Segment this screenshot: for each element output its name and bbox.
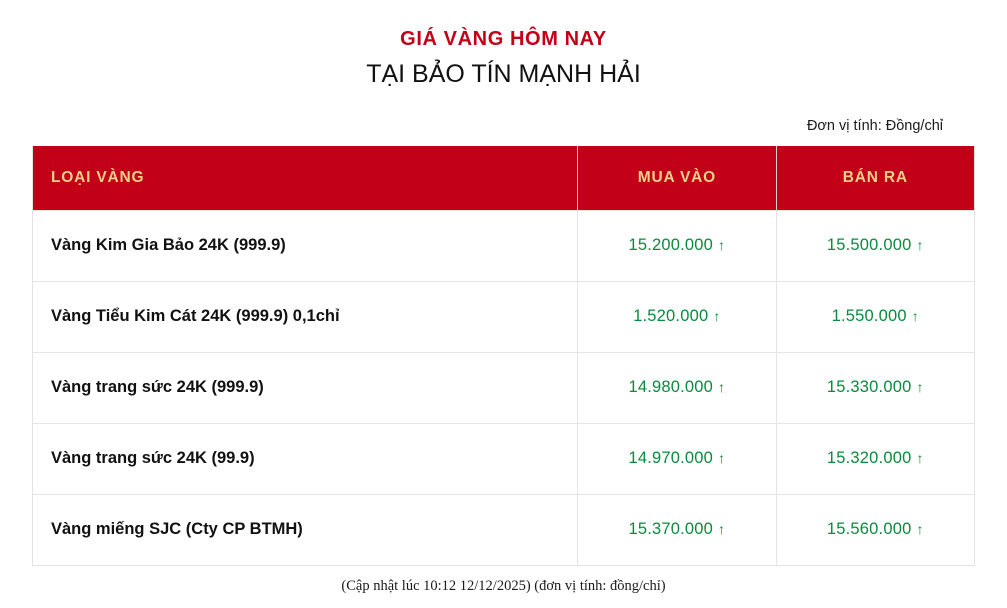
buy-price-cell — [578, 494, 776, 565]
trend-up-icon: ↑ — [916, 237, 924, 254]
table-row — [33, 423, 974, 494]
buy-price-value: 1.520.000 — [633, 307, 709, 326]
trend-up-icon: ↑ — [718, 237, 726, 254]
buy-price-value: 15.370.000 — [628, 520, 714, 539]
buy-price-cell — [578, 281, 776, 352]
page-title: GIÁ VÀNG HÔM NAY — [400, 28, 607, 50]
sell-price-value: 1.550.000 — [831, 307, 907, 326]
table-header-row — [33, 146, 974, 211]
buy-price-value: 14.970.000 — [628, 449, 714, 468]
trend-up-icon: ↑ — [718, 450, 726, 467]
sell-price-value: 15.330.000 — [826, 378, 912, 397]
gold-type-name: Vàng trang sức 24K (99.9) — [33, 423, 578, 494]
trend-up-icon: ↑ — [911, 308, 919, 325]
sell-price-cell — [776, 494, 974, 565]
sell-price-value: 15.560.000 — [826, 520, 912, 539]
table-row — [33, 494, 974, 565]
table-row — [33, 210, 974, 281]
sell-price-value: 15.500.000 — [826, 236, 912, 255]
buy-price-value: 15.200.000 — [628, 236, 714, 255]
price-table — [33, 146, 974, 565]
buy-price-cell — [578, 423, 776, 494]
buy-price-cell — [578, 352, 776, 423]
trend-up-icon: ↑ — [718, 521, 726, 538]
sell-price-cell — [776, 352, 974, 423]
buy-price-value: 14.980.000 — [628, 378, 714, 397]
gold-type-name: Vàng Tiểu Kim Cát 24K (999.9) 0,1chỉ — [33, 281, 578, 352]
update-timestamp-note: (Cập nhật lúc 10:12 12/12/2025) (đơn vị tính: đồng/chỉ) — [341, 577, 666, 594]
gold-type-name: Vàng miếng SJC (Cty CP BTMH) — [33, 494, 578, 565]
page-header — [0, 0, 1007, 92]
trend-up-icon: ↑ — [713, 308, 721, 325]
trend-up-icon: ↑ — [916, 450, 924, 467]
sell-price-cell — [776, 281, 974, 352]
unit-note: Đơn vị tính: Đồng/chỉ — [806, 117, 943, 134]
buy-price-cell — [578, 210, 776, 281]
table-header — [33, 146, 974, 211]
page-subtitle: TẠI BẢO TÍN MẠNH HẢI — [366, 60, 641, 88]
column-header-sell: BÁN RA — [776, 146, 974, 211]
column-header-name: LOẠI VÀNG — [33, 146, 578, 211]
trend-up-icon: ↑ — [718, 379, 726, 396]
table-row — [33, 281, 974, 352]
sell-price-value: 15.320.000 — [826, 449, 912, 468]
gold-type-name: Vàng trang sức 24K (999.9) — [33, 352, 578, 423]
table-body — [33, 210, 974, 565]
sell-price-cell — [776, 423, 974, 494]
trend-up-icon: ↑ — [916, 379, 924, 396]
column-header-buy: MUA VÀO — [578, 146, 776, 211]
price-table-container — [32, 146, 975, 566]
gold-type-name: Vàng Kim Gia Bảo 24K (999.9) — [33, 210, 578, 281]
trend-up-icon: ↑ — [916, 521, 924, 538]
sell-price-cell — [776, 210, 974, 281]
table-row — [33, 352, 974, 423]
